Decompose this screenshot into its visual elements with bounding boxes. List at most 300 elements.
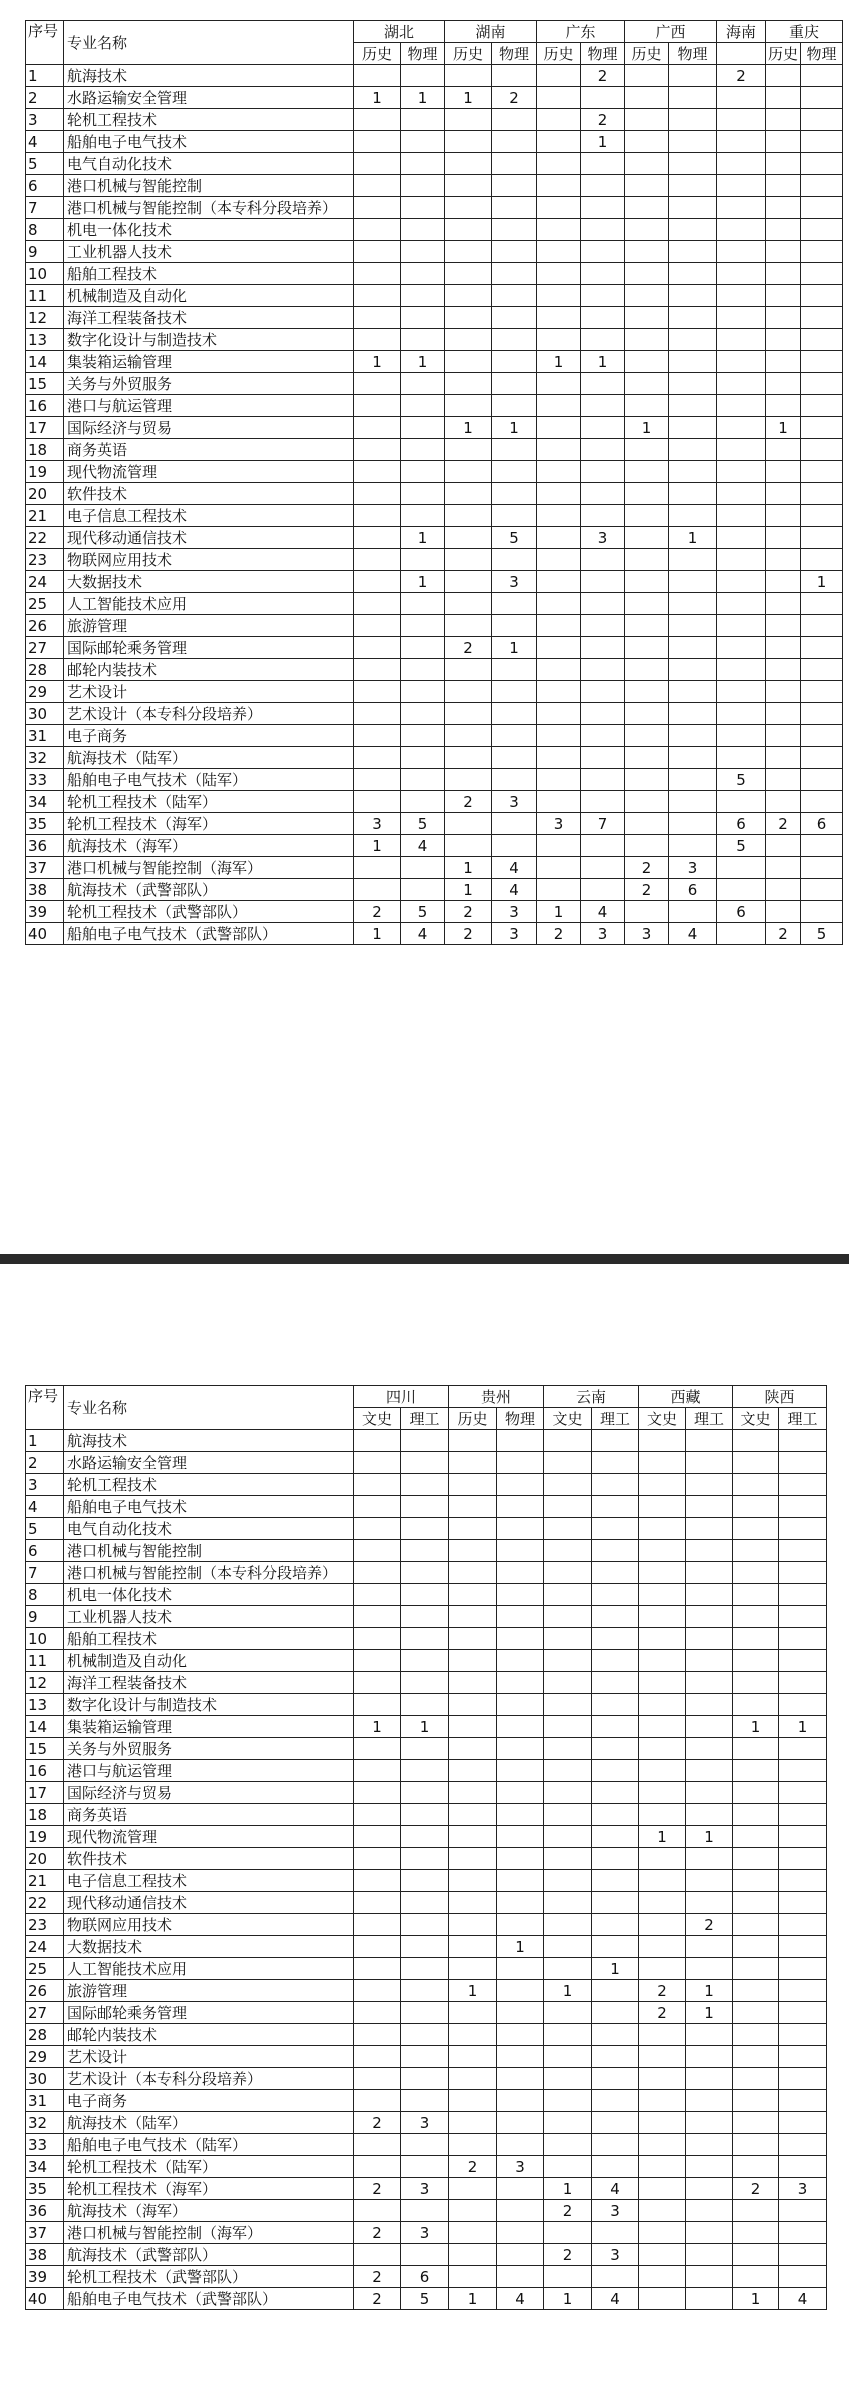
quota-cell	[445, 571, 492, 593]
table-row	[26, 1804, 827, 1826]
quota-cell	[639, 2090, 686, 2112]
quota-cell	[717, 175, 766, 197]
quota-cell	[669, 197, 717, 219]
quota-cell	[717, 153, 766, 175]
quota-cell	[669, 109, 717, 131]
quota-cell: 1	[537, 901, 581, 923]
major-name: 船舶工程技术	[64, 263, 354, 285]
quota-cell	[401, 1958, 449, 1980]
table-row	[26, 2024, 827, 2046]
quota-cell	[449, 1650, 497, 1672]
quota-cell	[581, 747, 625, 769]
quota-cell	[449, 2068, 497, 2090]
table-row	[26, 1452, 827, 1474]
quota-cell	[537, 791, 581, 813]
quota-cell	[639, 1606, 686, 1628]
quota-cell	[801, 791, 843, 813]
row-number: 32	[26, 747, 64, 769]
quota-cell	[401, 703, 445, 725]
quota-cell	[625, 153, 669, 175]
quota-cell	[401, 615, 445, 637]
quota-cell	[581, 791, 625, 813]
quota-cell	[401, 329, 445, 351]
quota-cell: 1	[581, 351, 625, 373]
quota-cell	[497, 1452, 544, 1474]
quota-cell	[639, 1716, 686, 1738]
quota-cell	[492, 153, 537, 175]
table-row	[26, 1694, 827, 1716]
quota-cell	[639, 1914, 686, 1936]
major-name: 邮轮内装技术	[64, 659, 354, 681]
quota-cell	[449, 1628, 497, 1650]
table-row	[26, 1892, 827, 1914]
quota-cell	[497, 2178, 544, 2200]
row-number: 36	[26, 2200, 64, 2222]
quota-cell	[717, 527, 766, 549]
quota-cell	[801, 637, 843, 659]
subject-header: 物理	[401, 43, 445, 65]
subject-header: 历史	[537, 43, 581, 65]
quota-cell	[492, 131, 537, 153]
quota-cell	[592, 1870, 639, 1892]
quota-cell	[401, 373, 445, 395]
table-row	[26, 2112, 827, 2134]
quota-cell	[581, 571, 625, 593]
section-divider	[0, 1254, 849, 1264]
province-header: 西藏	[639, 1386, 733, 1408]
quota-cell: 1	[544, 1980, 592, 2002]
quota-cell	[544, 1606, 592, 1628]
quota-cell	[625, 769, 669, 791]
quota-cell	[401, 2068, 449, 2090]
table-row	[26, 1738, 827, 1760]
row-number: 1	[26, 65, 64, 87]
quota-cell	[733, 1738, 779, 1760]
quota-cell	[449, 1782, 497, 1804]
quota-cell	[717, 879, 766, 901]
quota-cell	[717, 747, 766, 769]
quota-cell: 1	[537, 351, 581, 373]
table-row	[26, 1936, 827, 1958]
row-number: 9	[26, 1606, 64, 1628]
row-number: 16	[26, 1760, 64, 1782]
quota-cell	[733, 1584, 779, 1606]
quota-cell	[717, 307, 766, 329]
quota-cell	[801, 307, 843, 329]
quota-cell	[492, 593, 537, 615]
quota-cell	[544, 2222, 592, 2244]
quota-cell	[537, 769, 581, 791]
quota-cell	[625, 483, 669, 505]
table-body	[26, 1430, 827, 2310]
major-name: 轮机工程技术（武警部队）	[64, 901, 354, 923]
quota-cell	[497, 1738, 544, 1760]
quota-cell	[733, 1936, 779, 1958]
row-number: 22	[26, 527, 64, 549]
quota-cell	[354, 1738, 401, 1760]
table-row	[26, 857, 843, 879]
quota-cell	[733, 1870, 779, 1892]
quota-cell	[497, 1584, 544, 1606]
quota-cell	[497, 1980, 544, 2002]
quota-cell	[766, 351, 801, 373]
quota-cell	[492, 461, 537, 483]
quota-cell	[801, 131, 843, 153]
row-number: 26	[26, 615, 64, 637]
quota-cell	[449, 1716, 497, 1738]
table-row	[26, 1826, 827, 1848]
quota-cell	[401, 395, 445, 417]
quota-cell: 2	[686, 1914, 733, 1936]
quota-cell	[537, 219, 581, 241]
quota-cell	[581, 263, 625, 285]
quota-cell	[779, 1452, 827, 1474]
quota-cell	[717, 549, 766, 571]
row-number: 38	[26, 2244, 64, 2266]
major-name: 旅游管理	[64, 1980, 354, 2002]
quota-cell	[544, 1584, 592, 1606]
quota-cell: 1	[592, 1958, 639, 1980]
quota-cell: 1	[354, 87, 401, 109]
quota-cell	[492, 681, 537, 703]
quota-cell	[581, 703, 625, 725]
quota-cell	[492, 329, 537, 351]
quota-cell	[354, 1650, 401, 1672]
quota-cell	[492, 549, 537, 571]
quota-cell: 6	[669, 879, 717, 901]
major-name: 现代物流管理	[64, 461, 354, 483]
quota-cell	[669, 329, 717, 351]
quota-cell	[686, 2068, 733, 2090]
quota-cell: 3	[625, 923, 669, 945]
quota-cell	[449, 2046, 497, 2068]
quota-cell	[354, 1870, 401, 1892]
quota-cell	[354, 263, 401, 285]
major-name: 机械制造及自动化	[64, 285, 354, 307]
quota-cell	[801, 857, 843, 879]
quota-cell	[625, 527, 669, 549]
quota-cell	[592, 1540, 639, 1562]
quota-cell	[537, 571, 581, 593]
quota-cell	[625, 109, 669, 131]
quota-cell: 1	[497, 1936, 544, 1958]
table-row	[26, 1518, 827, 1540]
row-number: 22	[26, 1892, 64, 1914]
quota-cell	[401, 197, 445, 219]
quota-cell	[639, 2112, 686, 2134]
quota-cell	[779, 2002, 827, 2024]
quota-cell	[779, 1760, 827, 1782]
quota-cell	[401, 637, 445, 659]
major-name: 电气自动化技术	[64, 153, 354, 175]
quota-cell	[669, 769, 717, 791]
quota-cell	[492, 219, 537, 241]
major-name: 人工智能技术应用	[64, 593, 354, 615]
quota-cell	[497, 1716, 544, 1738]
quota-cell	[766, 857, 801, 879]
header-row-provinces	[26, 1386, 827, 1408]
quota-cell	[445, 461, 492, 483]
quota-cell	[401, 1980, 449, 2002]
quota-cell	[581, 439, 625, 461]
quota-cell	[401, 505, 445, 527]
quota-cell	[581, 307, 625, 329]
subject-header: 物理	[492, 43, 537, 65]
major-name: 大数据技术	[64, 571, 354, 593]
quota-cell	[445, 219, 492, 241]
quota-cell	[401, 857, 445, 879]
quota-cell	[497, 2068, 544, 2090]
quota-cell	[537, 417, 581, 439]
quota-cell	[445, 505, 492, 527]
quota-cell	[686, 1958, 733, 1980]
enrollment-table-2	[25, 1385, 827, 2310]
quota-cell: 4	[592, 2178, 639, 2200]
quota-cell: 3	[537, 813, 581, 835]
quota-cell	[779, 1430, 827, 1452]
quota-cell: 2	[639, 2002, 686, 2024]
quota-cell: 2	[625, 879, 669, 901]
quota-cell	[492, 175, 537, 197]
quota-cell: 1	[354, 835, 401, 857]
quota-cell	[354, 615, 401, 637]
quota-cell	[537, 857, 581, 879]
quota-cell	[492, 813, 537, 835]
quota-cell	[766, 747, 801, 769]
quota-cell	[401, 659, 445, 681]
quota-cell	[449, 1474, 497, 1496]
quota-cell	[733, 1672, 779, 1694]
quota-cell	[686, 1540, 733, 1562]
quota-cell	[401, 1562, 449, 1584]
quota-cell	[639, 1738, 686, 1760]
quota-cell: 1	[445, 857, 492, 879]
quota-cell	[544, 1672, 592, 1694]
major-name: 轮机工程技术（武警部队）	[64, 2266, 354, 2288]
quota-cell	[733, 1958, 779, 1980]
quota-cell	[401, 219, 445, 241]
row-number: 11	[26, 285, 64, 307]
major-name: 轮机工程技术（陆军）	[64, 791, 354, 813]
quota-cell	[354, 461, 401, 483]
quota-cell: 6	[717, 813, 766, 835]
table-row	[26, 1540, 827, 1562]
quota-cell	[717, 87, 766, 109]
quota-cell	[625, 901, 669, 923]
table-row	[26, 219, 843, 241]
table-row	[26, 681, 843, 703]
quota-cell	[669, 417, 717, 439]
quota-cell	[625, 175, 669, 197]
quota-cell	[686, 2046, 733, 2068]
quota-cell	[445, 241, 492, 263]
quota-cell	[354, 1474, 401, 1496]
quota-cell	[625, 725, 669, 747]
quota-cell	[625, 747, 669, 769]
quota-cell	[401, 2090, 449, 2112]
quota-cell	[592, 1606, 639, 1628]
quota-cell	[581, 87, 625, 109]
quota-cell	[625, 329, 669, 351]
quota-cell	[733, 1980, 779, 2002]
quota-cell	[445, 813, 492, 835]
quota-cell	[445, 197, 492, 219]
quota-cell	[592, 1782, 639, 1804]
quota-cell	[686, 1672, 733, 1694]
quota-cell	[544, 1430, 592, 1452]
quota-cell	[401, 153, 445, 175]
quota-cell	[733, 2024, 779, 2046]
row-number: 31	[26, 725, 64, 747]
major-name: 国际经济与贸易	[64, 417, 354, 439]
table-row	[26, 2266, 827, 2288]
quota-cell	[592, 1496, 639, 1518]
quota-cell	[717, 439, 766, 461]
quota-cell	[544, 1518, 592, 1540]
quota-cell	[625, 439, 669, 461]
quota-cell	[801, 725, 843, 747]
row-number: 34	[26, 2156, 64, 2178]
quota-cell	[401, 1826, 449, 1848]
row-number: 29	[26, 2046, 64, 2068]
quota-cell	[669, 659, 717, 681]
quota-cell	[592, 1804, 639, 1826]
quota-cell	[581, 593, 625, 615]
quota-cell	[733, 1760, 779, 1782]
quota-cell	[449, 2222, 497, 2244]
quota-cell: 7	[581, 813, 625, 835]
quota-cell	[401, 1584, 449, 1606]
quota-cell	[766, 153, 801, 175]
quota-cell	[492, 241, 537, 263]
major-name: 关务与外贸服务	[64, 1738, 354, 1760]
quota-cell	[779, 2090, 827, 2112]
quota-cell	[354, 857, 401, 879]
quota-cell	[592, 2090, 639, 2112]
quota-cell	[449, 2178, 497, 2200]
quota-cell	[354, 637, 401, 659]
quota-cell: 1	[686, 2002, 733, 2024]
quota-cell: 5	[717, 769, 766, 791]
quota-cell	[354, 659, 401, 681]
row-number: 19	[26, 461, 64, 483]
quota-cell	[497, 1628, 544, 1650]
major-name: 国际邮轮乘务管理	[64, 637, 354, 659]
quota-cell	[717, 197, 766, 219]
quota-cell	[445, 285, 492, 307]
quota-cell	[625, 65, 669, 87]
quota-cell	[354, 1584, 401, 1606]
quota-cell: 2	[445, 637, 492, 659]
major-name: 工业机器人技术	[64, 1606, 354, 1628]
quota-cell	[354, 1782, 401, 1804]
quota-cell: 4	[497, 2288, 544, 2310]
quota-cell	[686, 1782, 733, 1804]
quota-cell	[544, 2266, 592, 2288]
quota-cell	[625, 131, 669, 153]
table-row	[26, 593, 843, 615]
table-row	[26, 1914, 827, 1936]
header-name: 专业名称	[64, 21, 354, 65]
quota-cell	[625, 461, 669, 483]
quota-cell	[354, 2002, 401, 2024]
table-row	[26, 65, 843, 87]
quota-cell	[717, 593, 766, 615]
row-number: 35	[26, 813, 64, 835]
quota-cell	[717, 571, 766, 593]
quota-cell	[592, 1914, 639, 1936]
subject-header: 理工	[401, 1408, 449, 1430]
quota-cell	[401, 263, 445, 285]
quota-cell	[581, 395, 625, 417]
quota-cell: 1	[669, 527, 717, 549]
quota-cell	[717, 395, 766, 417]
row-number: 27	[26, 637, 64, 659]
quota-cell	[625, 505, 669, 527]
quota-cell	[354, 373, 401, 395]
table-row	[26, 395, 843, 417]
quota-cell	[733, 1650, 779, 1672]
enrollment-table-1	[25, 20, 843, 945]
table-row	[26, 1760, 827, 1782]
quota-cell	[537, 285, 581, 307]
quota-cell	[354, 725, 401, 747]
quota-cell	[401, 175, 445, 197]
quota-cell: 5	[401, 901, 445, 923]
quota-cell	[669, 307, 717, 329]
quota-cell	[686, 1936, 733, 1958]
quota-cell	[544, 1782, 592, 1804]
quota-cell	[669, 439, 717, 461]
quota-cell	[801, 109, 843, 131]
quota-cell	[717, 923, 766, 945]
major-name: 海洋工程装备技术	[64, 1672, 354, 1694]
quota-cell	[537, 659, 581, 681]
quota-cell	[592, 2266, 639, 2288]
quota-cell	[449, 1826, 497, 1848]
quota-cell	[779, 1628, 827, 1650]
quota-cell	[766, 461, 801, 483]
quota-cell: 1	[801, 571, 843, 593]
row-number: 35	[26, 2178, 64, 2200]
major-name: 船舶电子电气技术（武警部队）	[64, 923, 354, 945]
quota-cell	[497, 2244, 544, 2266]
quota-cell	[401, 439, 445, 461]
quota-cell	[449, 1738, 497, 1760]
row-number: 23	[26, 1914, 64, 1936]
quota-cell	[717, 263, 766, 285]
quota-cell	[537, 87, 581, 109]
quota-cell	[497, 1826, 544, 1848]
quota-cell: 6	[717, 901, 766, 923]
quota-cell: 1	[492, 417, 537, 439]
quota-cell	[581, 835, 625, 857]
quota-cell	[592, 1672, 639, 1694]
quota-cell	[449, 1936, 497, 1958]
row-number: 8	[26, 1584, 64, 1606]
table-row	[26, 1870, 827, 1892]
quota-cell	[733, 2156, 779, 2178]
quota-cell	[733, 2002, 779, 2024]
quota-cell	[354, 2156, 401, 2178]
quota-cell	[779, 1958, 827, 1980]
quota-cell	[801, 747, 843, 769]
quota-cell	[354, 1606, 401, 1628]
quota-cell	[354, 2244, 401, 2266]
major-name: 软件技术	[64, 1848, 354, 1870]
quota-cell	[544, 1914, 592, 1936]
quota-cell	[717, 505, 766, 527]
